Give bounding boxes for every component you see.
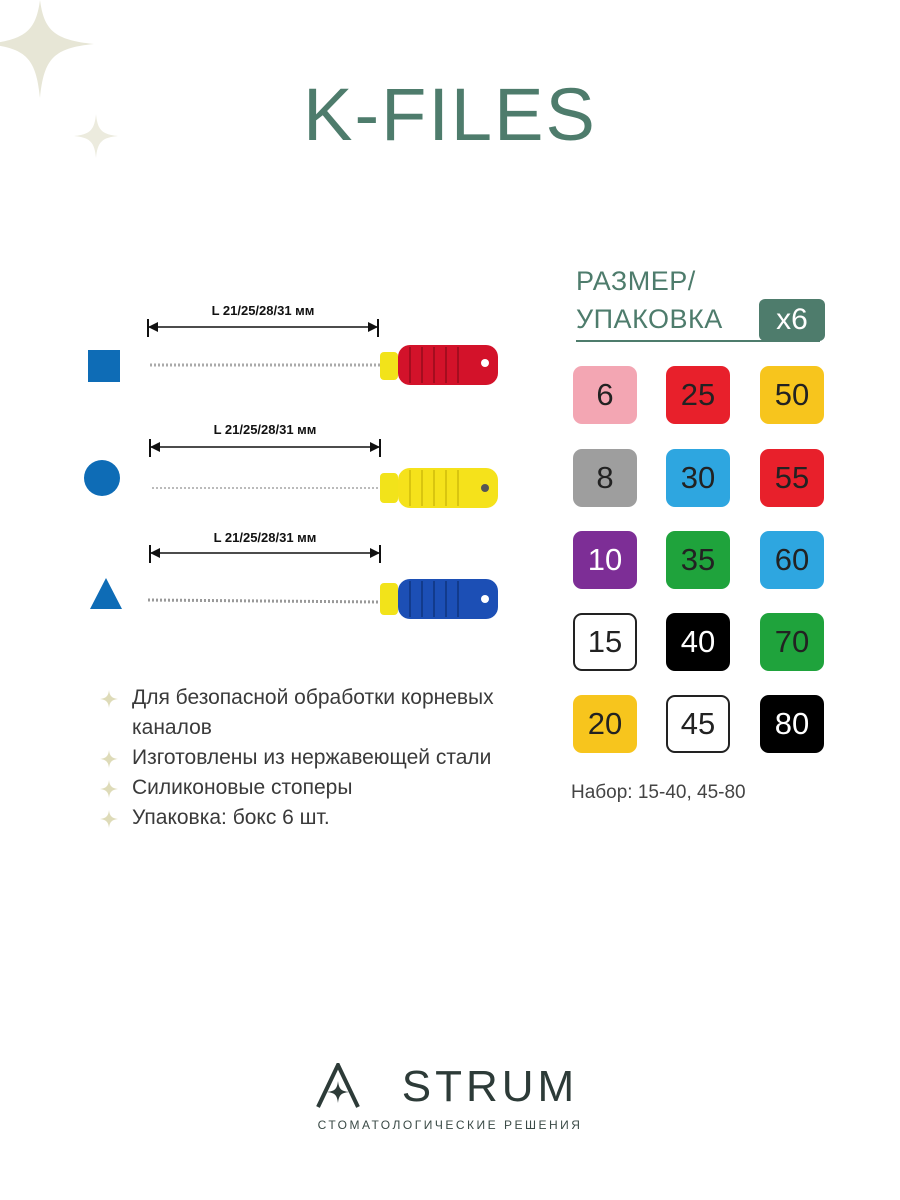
size-cell-40: 40 — [666, 613, 730, 671]
size-cell-15: 15 — [573, 613, 637, 671]
feature-list — [98, 683, 518, 833]
set-note: Набор: 15-40, 45-80 — [571, 782, 746, 803]
file-dimension-label: L 21/25/28/31 мм — [213, 530, 317, 545]
size-cell-35: 35 — [666, 531, 730, 589]
size-cell-20: 20 — [573, 695, 637, 753]
brand-tagline: СТОМАТОЛОГИЧЕСКИЕ РЕШЕНИЯ — [317, 1118, 583, 1132]
size-cell-30: 30 — [666, 449, 730, 507]
brand-name — [40, 1062, 900, 1112]
size-label-line2: УПАКОВКА — [576, 304, 723, 334]
file-illustrations — [80, 295, 520, 625]
feature-item — [98, 803, 518, 833]
pack-quantity-badge: x6 — [759, 299, 825, 341]
size-cell-55: 55 — [760, 449, 824, 507]
size-cell-70: 70 — [760, 613, 824, 671]
size-label-line1: РАЗМЕР/ — [576, 266, 696, 296]
triangle-shape-icon — [90, 578, 122, 609]
size-cell-25: 25 — [666, 366, 730, 424]
feature-text: Силиконовые стоперы — [132, 776, 353, 799]
feature-item — [98, 683, 518, 743]
file-dimension-label: L 21/25/28/31 мм — [213, 422, 317, 437]
feature-text: Изготовлены из нержавеющей стали — [132, 746, 492, 769]
feature-item — [98, 773, 518, 803]
size-cell-45: 45 — [666, 695, 730, 753]
file-row-square — [88, 303, 498, 385]
size-cell-50: 50 — [760, 366, 824, 424]
size-cell-6: 6 — [573, 366, 637, 424]
size-cell-80: 80 — [760, 695, 824, 753]
feature-text: Для безопасной обработки корневых каналов — [132, 686, 494, 739]
feature-text: Упаковка: бокс 6 шт. — [132, 806, 330, 829]
file-dimension-label: L 21/25/28/31 мм — [211, 303, 315, 318]
sparkle-bullet-icon — [100, 810, 118, 828]
file-row-triangle — [90, 530, 498, 619]
circle-shape-icon — [84, 460, 120, 496]
sparkle-bullet-icon — [100, 690, 118, 708]
page-title: K-FILES — [303, 73, 597, 156]
sparkle-bullet-icon — [100, 750, 118, 768]
brand-name-text: STRUM — [401, 1062, 579, 1111]
square-shape-icon — [88, 350, 120, 382]
feature-item — [98, 743, 518, 773]
size-cell-8: 8 — [573, 449, 637, 507]
file-row-circle — [84, 422, 498, 508]
size-cell-10: 10 — [573, 531, 637, 589]
sparkle-bullet-icon — [100, 780, 118, 798]
size-cell-60: 60 — [760, 531, 824, 589]
